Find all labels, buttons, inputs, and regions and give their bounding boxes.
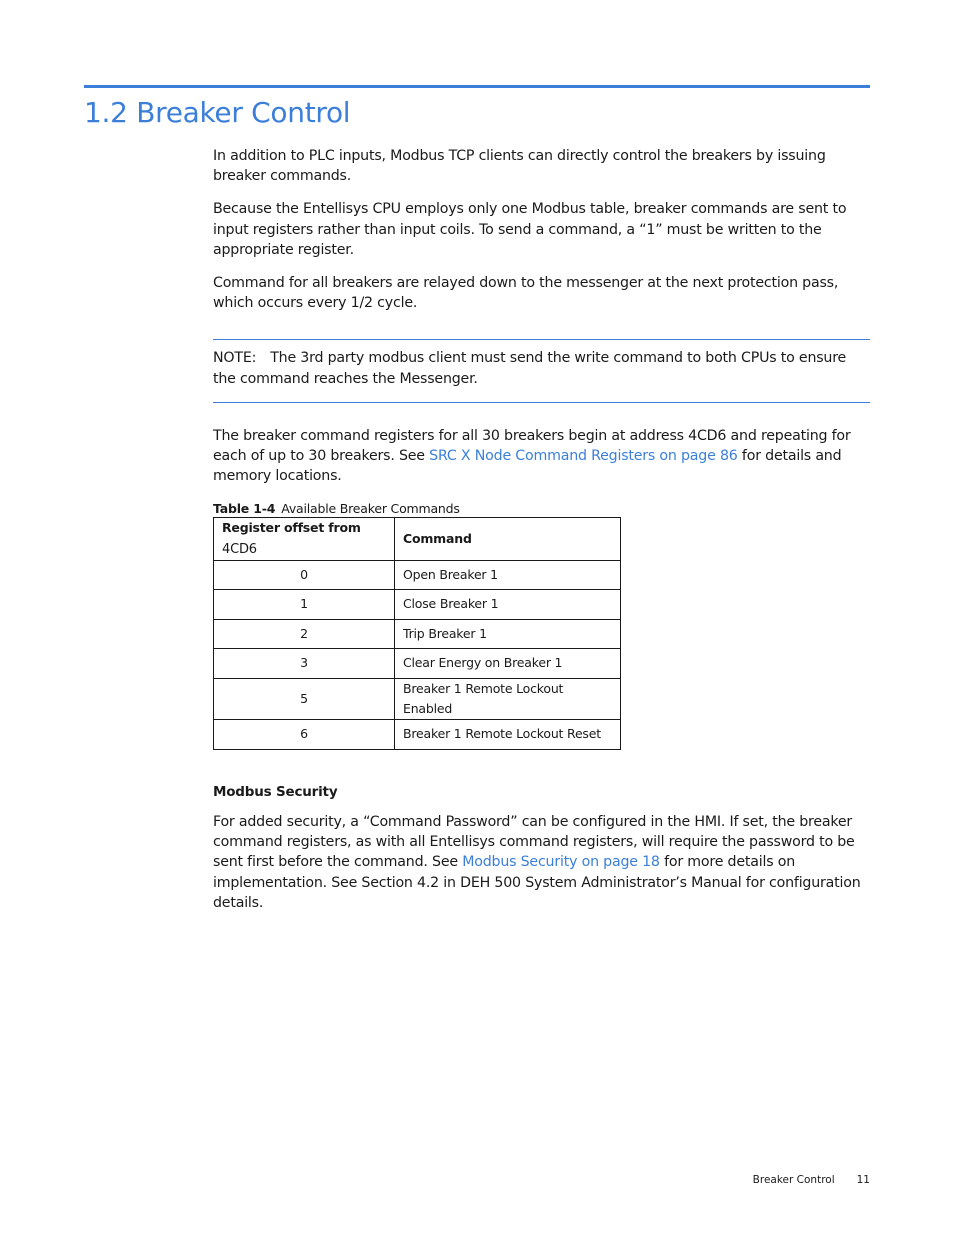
page-title: 1.2 Breaker Control — [84, 96, 351, 129]
footer-page-number: 11 — [856, 1174, 870, 1186]
paragraph-relay-commands: Command for all breakers are relayed down to the messenger at the next protection pass, which occurs every 1/2 cycle. — [213, 275, 839, 312]
register-text-after: for details and memory locations. — [213, 448, 842, 485]
table-row — [214, 649, 621, 679]
cell-offset: 1 — [214, 590, 395, 620]
footer-section: Breaker Control — [752, 1174, 835, 1186]
table-row — [214, 590, 621, 620]
note-label: NOTE: — [213, 350, 257, 367]
cell-offset: 0 — [214, 560, 395, 590]
cell-command: Close Breaker 1 — [395, 590, 621, 620]
page-footer — [753, 1174, 870, 1186]
header-register-offset — [214, 518, 395, 560]
link-src-node-registers[interactable]: SRC X Node Command Registers on page 86 — [429, 448, 738, 465]
cell-command: Trip Breaker 1 — [395, 619, 621, 649]
cell-offset: 3 — [214, 649, 395, 679]
note-box — [213, 339, 870, 402]
table-row — [214, 619, 621, 649]
cell-offset: 6 — [214, 720, 395, 750]
cell-command: Breaker 1 Remote Lockout Reset — [395, 720, 621, 750]
table-caption-label: Table 1-4 — [213, 501, 276, 517]
table-caption-text: Available Breaker Commands — [281, 501, 460, 517]
main-content — [213, 146, 870, 926]
paragraph-modbus-security — [213, 812, 870, 913]
note-paragraph — [213, 348, 870, 388]
note-text: The 3rd party modbus client must send the write command to both CPUs to ensure the command reaches the Messenger. — [213, 350, 847, 387]
header-offset-value: 4CD6 — [222, 541, 257, 557]
cell-offset: 2 — [214, 619, 395, 649]
table-row — [214, 720, 621, 750]
modbus-security-heading: Modbus Security — [213, 783, 338, 800]
header-offset-label: Register offset from — [222, 520, 361, 536]
security-text-before: For added security, a “Command Password” can be configured in the HMI. If set, the breaker command registers, as with all Entellisys command registers, will require the password to be sent first before the command. See — [213, 813, 855, 871]
security-text-after: for more details on implementation. See Section 4.2 in DEH 500 System Administrator’s Manual for configuration details. — [213, 854, 861, 911]
cell-command: Open Breaker 1 — [395, 560, 621, 590]
paragraph-plc-inputs: In addition to PLC inputs, Modbus TCP clients can directly control the breakers by issuing breaker commands. — [213, 148, 826, 185]
paragraph-register-address — [213, 426, 870, 487]
paragraph-input-registers: Because the Entellisys CPU employs only one Modbus table, breaker commands are sent to input registers rather than input coils. To send a command, a “1” must be written to the appropriate register. — [213, 201, 847, 258]
link-modbus-security[interactable]: Modbus Security on page 18 — [462, 854, 660, 871]
cell-offset: 5 — [214, 678, 395, 719]
cell-command: Breaker 1 Remote Lockout Enabled — [395, 678, 621, 719]
table-row — [214, 678, 621, 719]
register-text-before: The breaker command registers for all 30 breakers begin at address 4CD6 and repeating for each of up to 30 breakers. See — [213, 427, 851, 465]
breaker-commands-table — [213, 517, 621, 749]
cell-command: Clear Energy on Breaker 1 — [395, 649, 621, 679]
table-caption — [213, 501, 870, 517]
table-row — [214, 560, 621, 590]
table-header-row — [214, 518, 621, 560]
header-command: Command — [395, 518, 621, 560]
title-rule — [84, 85, 870, 88]
